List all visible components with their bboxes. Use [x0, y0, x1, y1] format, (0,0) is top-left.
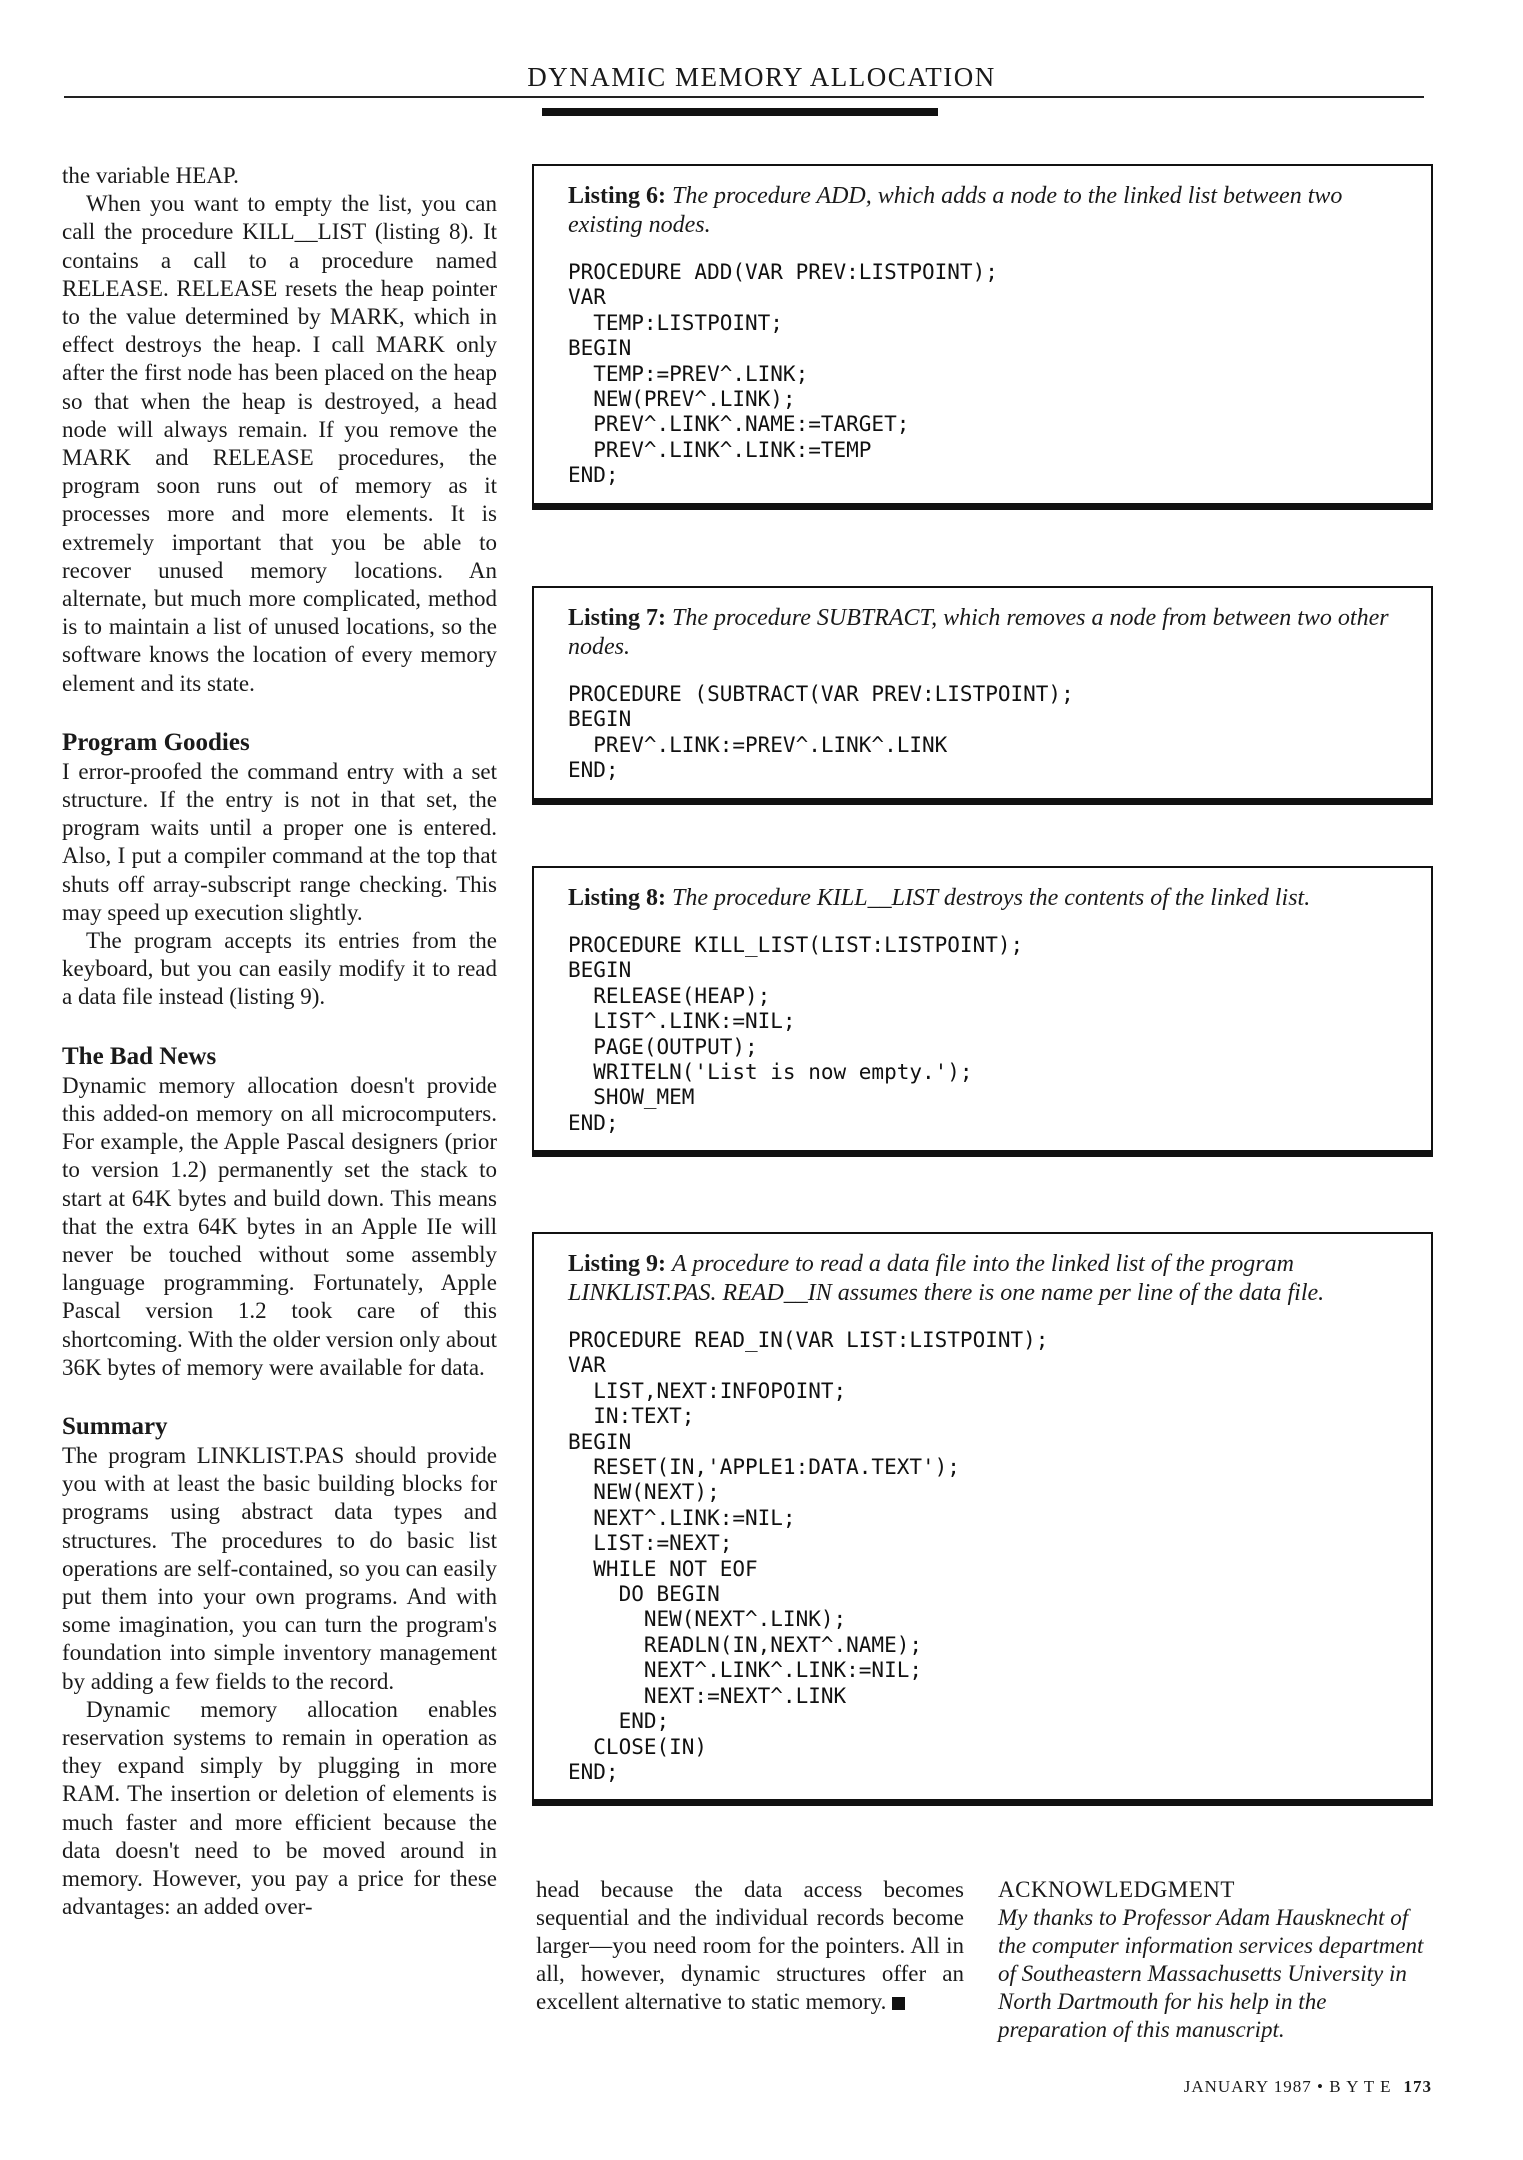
middle-column-text: [536, 1876, 964, 2016]
listing-code: PROCEDURE (SUBTRACT(VAR PREV:LISTPOINT); BEGIN PREV^.LINK:=PREV^.LINK^.LINK END;: [568, 682, 1074, 783]
paragraph: The program LINKLIST.PAS should provide you with at least the basic building blocks for programs using abstract data types and structures. The procedures to do basic list operations are self-contained, so you can easily put them into your own programs. And with some imagination, you can turn the program's foundation into simple inventory management by adding a few fields to the record.: [62, 1442, 497, 1694]
listing-8: [532, 866, 1433, 1157]
section-heading-goodies: Program Goodies: [62, 728, 250, 756]
listing-caption: [568, 1250, 1405, 1308]
paragraph: When you want to empty the list, you can call the procedure KILL__LIST (listing 8). It contains a call to a procedure named RELEASE. RELEASE resets the heap pointer to the value determined by MARK, which in effect destroys the heap. I call MARK only after the first node has been placed on the heap so that when the heap is destroyed, a head node will always remain. If you remove the MARK and RELEASE procedures, the program soon runs out of memory as it processes more and more elements. It is extremely important that you be able to recover unused memory locations. An alternate, but much more complicated, method is to maintain a list of unused locations, so the software knows the location of every memory element and its state.: [62, 191, 497, 696]
acknowledgment-body: My thanks to Professor Adam Hausknecht of the computer information services department of Southeastern Massachusetts University in North Dartmouth for his help in the preparation of this manuscript.: [998, 1905, 1424, 2042]
listing-code: PROCEDURE KILL_LIST(LIST:LISTPOINT); BEGIN RELEASE(HEAP); LIST^.LINK:=NIL; PAGE(OUTPUT); WRITELN('List is now empty.'); SHOW_MEM END;: [568, 933, 1024, 1135]
listing-code: PROCEDURE ADD(VAR PREV:LISTPOINT); VAR TEMP:LISTPOINT; BEGIN TEMP:=PREV^.LINK; NEW(PREV^.LINK); PREV^.LINK^.NAME:=TARGET; PREV^.LINK^.LINK:=TEMP END;: [568, 260, 998, 488]
issue-line: JANUARY 1987 • B Y T E: [1183, 2077, 1392, 2096]
listing-caption-text: The procedure SUBTRACT, which removes a node from between two other nodes.: [568, 605, 1389, 660]
paragraph: the variable HEAP.: [62, 163, 239, 188]
listing-caption: [568, 884, 1405, 913]
page-number: 173: [1403, 2077, 1432, 2096]
header-bar: [542, 108, 938, 116]
section-heading-bad-news: The Bad News: [62, 1042, 217, 1070]
listing-caption: [568, 182, 1405, 240]
listing-9: [532, 1232, 1433, 1806]
listing-label: Listing 7:: [568, 605, 667, 631]
header-rule: [64, 96, 1424, 98]
listing-7: [532, 586, 1433, 805]
paragraph: The program accepts its entries from the keyboard, but you can easily modify it to read a data file instead (listing 9).: [62, 928, 497, 1010]
listing-label: Listing 9:: [568, 1251, 667, 1277]
paragraph: head because the data access becomes sequential and the individual records become larger—you need room for the pointers. All in all, however, dynamic structures offer an excellent alternative to static memory.: [536, 1877, 964, 2014]
acknowledgment-title: ACKNOWLEDGMENT: [998, 1877, 1235, 1902]
running-head: DYNAMIC MEMORY ALLOCATION: [527, 62, 996, 92]
left-column: [62, 162, 497, 1921]
listing-caption: [568, 604, 1405, 662]
end-mark-icon: [892, 1997, 905, 2010]
section-heading-summary: Summary: [62, 1412, 168, 1440]
listing-caption-text: The procedure ADD, which adds a node to the linked list between two existing nodes.: [568, 183, 1343, 238]
listing-code: PROCEDURE READ_IN(VAR LIST:LISTPOINT); VAR LIST,NEXT:INFOPOINT; IN:TEXT; BEGIN RESET(IN,'APPLE1:DATA.TEXT'); NEW(NEXT); NEXT^.LINK:=NIL; LIST:=NEXT; WHILE NOT EOF DO BEGIN NEW(NEXT^.LINK); READLN(IN,NEXT^.NAME); NEXT^.LINK^.LINK:=NIL; NEXT:=NEXT^.LINK END; CLOSE(IN) END;: [568, 1328, 1049, 1784]
paragraph: I error-proofed the command entry with a set structure. If the entry is not in that set, the program waits until a proper one is entered. Also, I put a compiler command at the top that shuts off array-subscript range checking. This may speed up execution slightly.: [62, 758, 497, 925]
paragraph: Dynamic memory allocation doesn't provide this added-on memory on all microcomputers. For example, the Apple Pascal designers (prior to version 1.2) permanently set the stack to start at 64K bytes and build down. This means that the extra 64K bytes in an Apple IIe will never be touched without some assembly language programming. Fortunately, Apple Pascal version 1.2 took care of this shortcoming. With the older version only about 36K bytes of memory were available for data.: [62, 1072, 497, 1380]
listing-6: [532, 164, 1433, 510]
listing-label: Listing 6:: [568, 183, 667, 209]
acknowledgment: [998, 1876, 1430, 2044]
page-footer: [1150, 2077, 1432, 2097]
listing-caption-text: The procedure KILL__LIST destroys the contents of the linked list.: [672, 885, 1311, 911]
paragraph: Dynamic memory allocation enables reservation systems to remain in operation as they expand simply by plugging in more RAM. The insertion or deletion of elements is much faster and more efficient because the data doesn't need to be moved around in memory. However, you pay a price for these advantages: an added over-: [62, 1696, 497, 1920]
listing-caption-text: A procedure to read a data file into the linked list of the program LINKLIST.PAS. READ__IN assumes there is one name per line of the data file.: [568, 1251, 1325, 1306]
listing-label: Listing 8:: [568, 885, 667, 911]
